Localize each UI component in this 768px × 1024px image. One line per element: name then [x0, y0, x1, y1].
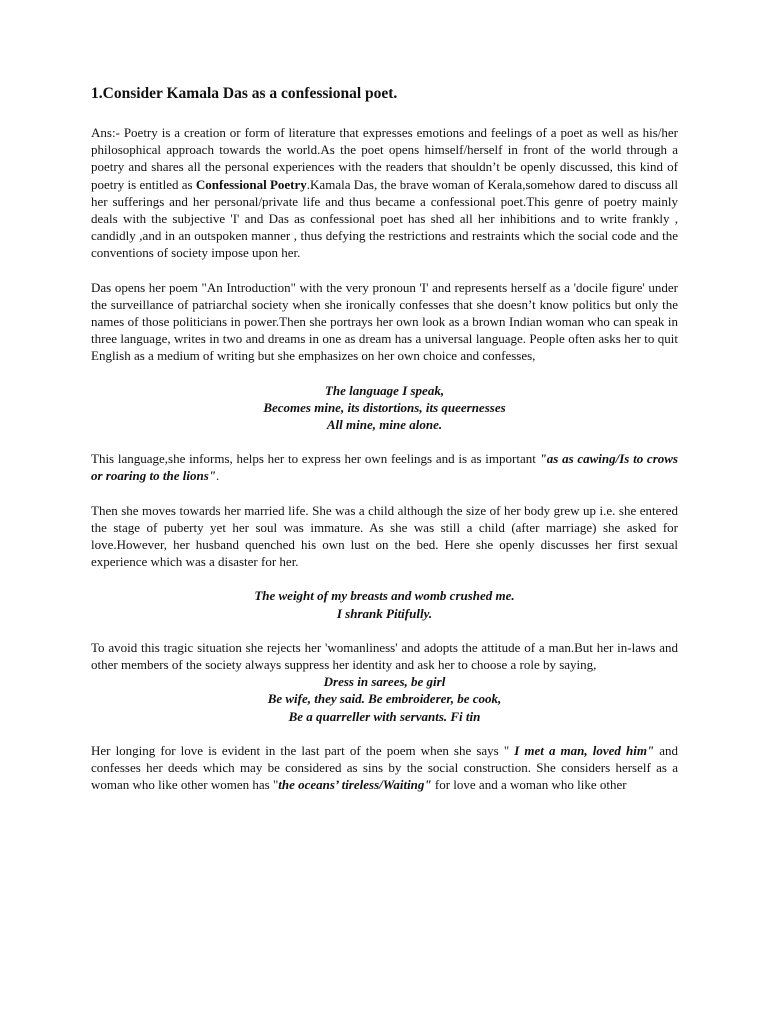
paragraph-womanliness: To avoid this tragic situation she rejects her 'womanliness' and adopts the attitude of a man.But her in-laws and other members of the society always suppress her identity and ask her to choose a role by saying, — [91, 639, 678, 673]
quote-language — [91, 382, 678, 434]
spacer — [91, 725, 678, 742]
quote-dress — [91, 673, 678, 725]
inline-quote-met-man: I met a man, loved him" — [514, 742, 655, 758]
paragraph-language — [91, 450, 678, 484]
quote-line: Be wife, they said. Be embroiderer, be cook, — [267, 691, 502, 707]
paragraph-longing-text-b: and confesses her deeds which may be considered as sins by the social construction. She considers herself as a woman who like other women has " — [91, 742, 679, 793]
paragraph-longing-text-c: for love and a woman who like other — [431, 777, 627, 793]
spacer — [91, 570, 678, 587]
paragraph-intro-text-b: .Kamala Das, the brave woman of Kerala,somehow dared to discuss all her sufferings and her personal/private life and thus became a confessional poet.This genre of poetry mainly deals with the subjective 'I' and Das as confessional poet has shed all her inhibitions and to write frankly , candidly ,and in an outspoken manner , thus defying the restrictions and restraints which the social code and the conventions of society impose upon her. — [91, 176, 678, 261]
paragraph-language-text-b: . — [215, 468, 220, 484]
paragraph-married-life: Then she moves towards her married life. She was a child although the size of her body grew up i.e. she entered the stage of puberty yet her soul was immature. As she was still a child (after marriage) she asked for love.However, her husband quenched his own lust on the bed. Here she openly discusses her first sexual experience which was a disaster for her. — [91, 502, 678, 570]
quote-line: Dress in sarees, be girl — [323, 674, 446, 690]
inline-quote-oceans: the oceans’ tireless/Waiting" — [278, 777, 432, 793]
paragraph-longing-text-a: Her longing for love is evident in the last part of the poem when she says " — [91, 742, 515, 758]
spacer — [91, 622, 678, 639]
paragraph-intro — [91, 124, 678, 262]
inline-quote-cawing: "as as cawing/Is to crows or roaring to the lions" — [91, 451, 678, 484]
spacer — [91, 365, 678, 382]
quote-line: Be a quarreller with servants. Fi tin — [288, 708, 481, 724]
paragraph-intro-text-a: Ans:- Poetry is a creation or form of literature that expresses emotions and feelings of a poet as well as his/her philosophical approach towards the world.As the poet opens himself/herself in front of the world through a poetry and shares all the personal experiences with the readers that shouldn’t be openly discussed, this kind of poetry is entitled as — [91, 125, 678, 192]
spacer — [91, 262, 678, 279]
confessional-poetry-term: Confessional Poetry — [195, 176, 307, 192]
paragraph-language-text-a: This language,she informs, helps her to express her own feelings and is as important — [91, 451, 540, 467]
paragraph-introduction-poem: Das opens her poem "An Introduction" with the very pronoun 'I' and represents herself as a 'docile figure' under the surveillance of patriarchal society when she ironically confesses that she doesn’t know politics but only the names of those politicians in power.Then she portrays her own look as a brown Indian woman who can speak in three language, writes in two and dreams in one as dream has a universal language. People often asks her to quit English as a medium of writing but she emphasizes on her own choice and confesses, — [91, 279, 678, 364]
quote-weight — [91, 587, 678, 621]
quote-line: The weight of my breasts and womb crushed me. — [254, 588, 515, 604]
spacer — [91, 485, 678, 502]
quote-line: Becomes mine, its distortions, its queernesses — [263, 399, 506, 415]
paragraph-longing — [91, 742, 678, 794]
page-title: 1.Consider Kamala Das as a confessional poet. — [91, 85, 398, 102]
spacer — [91, 433, 678, 450]
quote-line: All mine, mine alone. — [326, 417, 443, 433]
quote-line: I shrank Pitifully. — [336, 605, 433, 621]
document-page — [91, 84, 678, 794]
quote-line: The language I speak, — [324, 382, 445, 398]
